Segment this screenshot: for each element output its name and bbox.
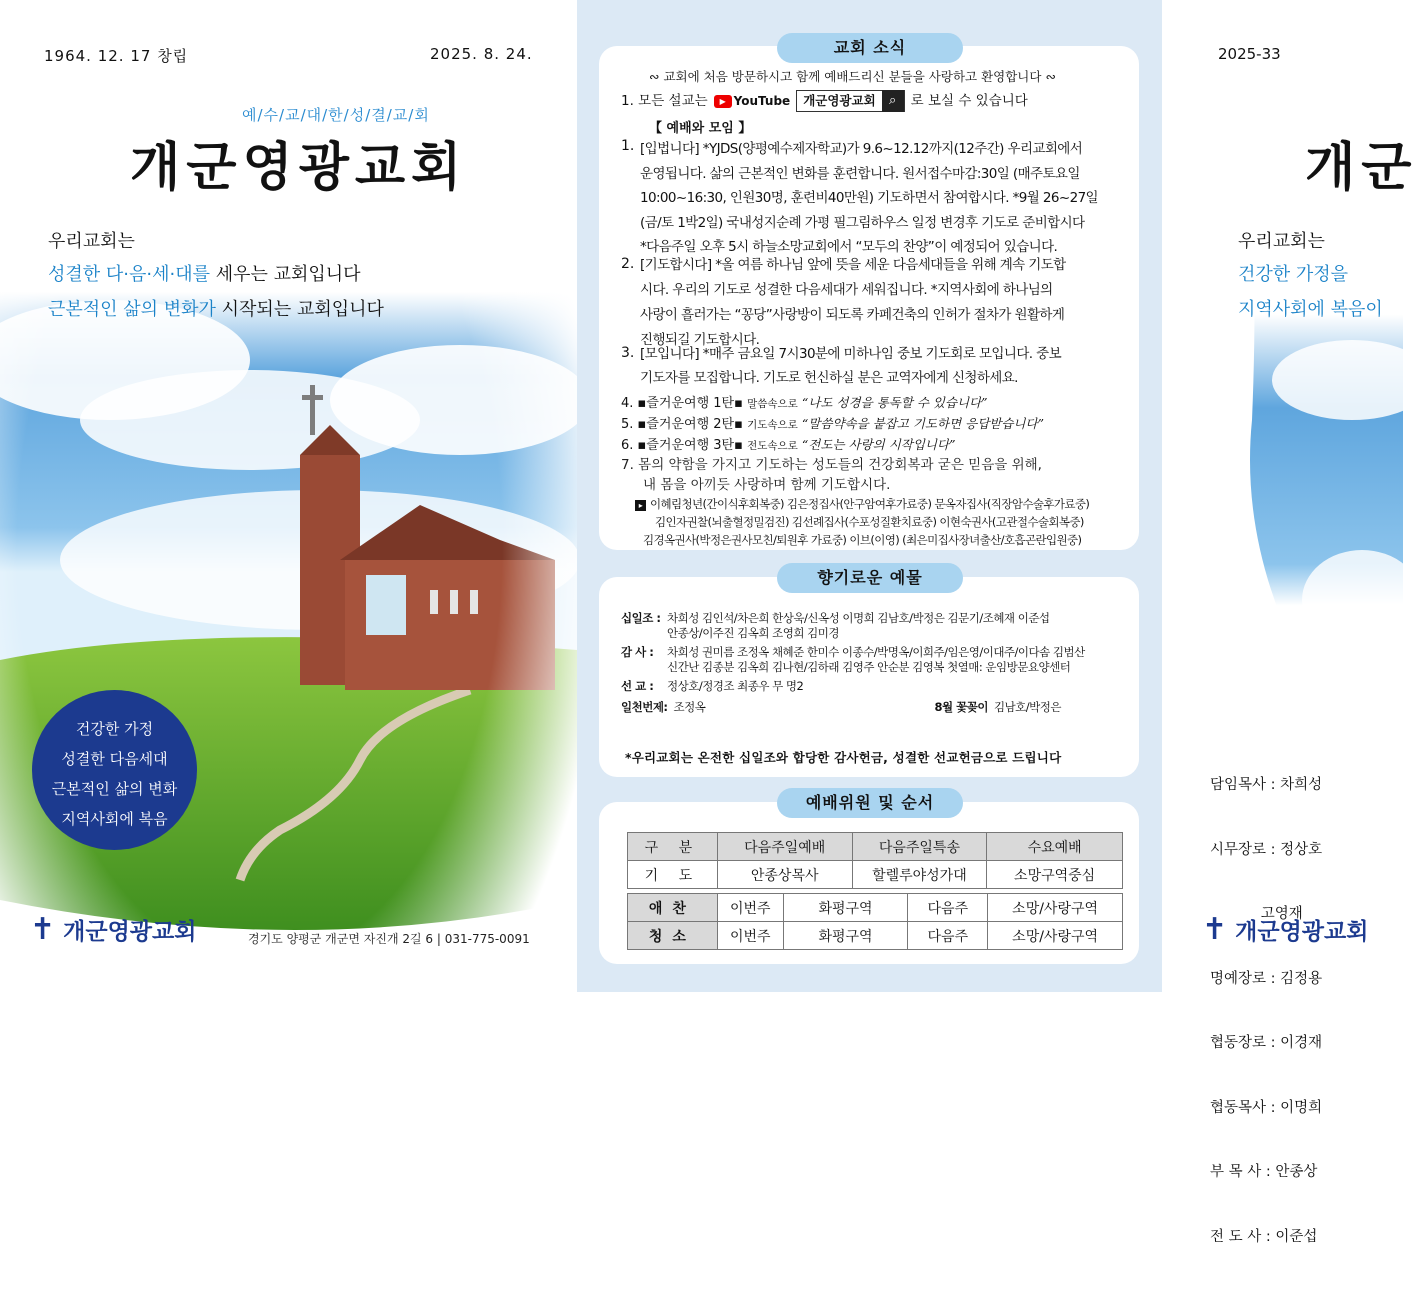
news-line: (금/토 1박2일) 국내성지순례 가평 필그림하우스 일정 변경후 기도로 준비합시다 [640, 214, 1085, 231]
table-cell: 다음주 [908, 922, 988, 950]
offering-names: 신간난 김종분 김옥희 김나현/김하래 김영주 안순분 김영복 첫열매: 운임방문요양센터 [667, 660, 1071, 674]
news-line: *다음주일 오후 5시 하늘소망교회에서 “모두의 찬양”이 예정되어 있습니다. [640, 239, 1058, 255]
table-cell: 청소 [628, 922, 718, 950]
vision-item: 지역사회에 복음 [61, 810, 168, 828]
item-number: 2. [621, 256, 635, 272]
welcome-text: 교회에 처음 방문하시고 함께 예배드리신 분들을 사랑하고 환영합니다 [663, 69, 1042, 84]
trip-script: “말씀약속을 붙잡고 기도하면 응답받습니다” [801, 416, 1044, 431]
intro-line-3-highlight: 근본적인 삶의 변화가 [48, 299, 216, 320]
church-title: 개군영광교회 [130, 138, 468, 198]
bulletin-date: 2025. 8. 24. [430, 45, 533, 63]
sermon-line [621, 90, 1028, 112]
issue-number: 2025-33 [1218, 45, 1281, 63]
vision-item: 근본적인 삶의 변화 [51, 780, 178, 798]
table-cell: 기 도 [628, 861, 718, 889]
bullet-icon: ▸ [635, 500, 646, 511]
offering-list [621, 611, 1085, 715]
table-cell: 구 분 [628, 833, 718, 861]
staff-line: 전 도 사 : 이준섭 [1210, 1228, 1318, 1245]
prayer-list [635, 495, 1089, 549]
prayer-line: 김경옥권사(박정은권사모친/퇴원후 가료중) 이브(이영) (최은미집사장녀출산/호흡곤란입원중) [643, 533, 1082, 547]
offering-names: 차희성 권미름 조정옥 채혜준 한미수 이종수/박명옥/이희주/임은영/이대주/이다솜 김범산 [667, 645, 1085, 659]
founded-date: 1964. 12. 17 창립 [44, 47, 189, 65]
search-icon[interactable]: ⌕ [882, 90, 904, 112]
intro-line-2-rest: 세우는 교회입니다 [210, 264, 361, 285]
item-number: 1. [621, 138, 635, 154]
vision-item: 건강한 가정 [75, 720, 154, 738]
sermon-suffix: 로 보실 수 있습니다 [910, 93, 1028, 109]
offering-names: 정상호/정경조 최종우 무 명2 [667, 679, 804, 693]
ornament-right-icon: ∾ [1045, 69, 1056, 84]
table-cell: 소망/사랑구역 [988, 894, 1123, 922]
trip-row: 5. ▪즐거운여행 2탄▪ 기도속으로 “말씀약속을 붙잡고 기도하면 응답받습니다” [621, 416, 1044, 432]
item-training-block [640, 137, 1098, 260]
offering-row [621, 645, 1085, 675]
trip-script: “나도 성경을 통독할 수 있습니다” [801, 395, 988, 410]
item-prayer-block [640, 253, 1066, 353]
news-line: 10:00~16:30, 인원30명, 훈련비40만원) 기도하면서 참여합시다. *9월 26~27일 [640, 190, 1098, 206]
back-cover-panel [1162, 0, 1417, 1245]
trip-sub: 전도속으로 [747, 440, 798, 452]
welcome-line [649, 66, 1056, 88]
youtube-search-box[interactable] [796, 90, 904, 112]
trip-label: ▪즐거운여행 2탄▪ [637, 417, 743, 432]
item-gathering-block [640, 342, 1061, 390]
item-number: 3. [621, 345, 635, 361]
worship-table [627, 832, 1123, 889]
offering-row [621, 679, 1085, 694]
trip-sub: 기도속으로 [747, 419, 798, 431]
news-line: 운영됩니다. 삶의 근본적인 변화를 훈련합니다. 원서접수마감:30일 (매주토요일 [640, 165, 1080, 182]
intro-line-1: 우리교회는 [48, 231, 135, 252]
search-box-text: 개군영광교회 [803, 93, 876, 108]
staff-line: 부 목 사 : 안종상 [1210, 1164, 1318, 1180]
table-cell: 애찬 [628, 894, 718, 922]
offering-names: 안종상/이주진 김옥희 조영희 김미경 [667, 626, 839, 640]
trip-row: 6. ▪즐거운여행 3탄▪ 전도속으로 “전도는 사랑의 시작입니다” [621, 437, 956, 453]
youtube-logo [714, 90, 791, 112]
trip-sub: 말씀속으로 [747, 398, 798, 410]
offering-label: 감 사 : [621, 645, 654, 659]
church-logo [30, 912, 196, 947]
offering-note: *우리교회는 온전한 십일조와 합당한 감사헌금, 성결한 선교헌금으로 드립니다 [625, 750, 1062, 765]
vision-oval [32, 690, 197, 850]
news-line: 내 몸을 아끼듯 사랑하며 함께 기도합시다. [643, 477, 891, 493]
trip-label: ▪즐거운여행 3탄▪ [637, 438, 743, 453]
section-label: 【 예배와 모임 】 [649, 121, 752, 136]
intro-line-2 [48, 260, 361, 286]
staff-line: 고영재 [1210, 906, 1303, 922]
ornament-left-icon: ∾ [649, 69, 660, 84]
back-logo [1202, 912, 1368, 947]
news-line: 기도자를 모집합니다. 기도로 헌신하실 분은 교역자에게 신청하세요. [640, 370, 1018, 386]
table-cell: 이번주 [717, 894, 783, 922]
staff-line: 협동장로 : 이경재 [1210, 1035, 1323, 1051]
table-cell: 소망구역중심 [987, 861, 1123, 889]
news-pill: 교회 소식 [777, 33, 963, 63]
table-cell: 다음주일예배 [717, 833, 852, 861]
worship-pill: 예배위원 및 순서 [777, 788, 963, 818]
prayer-line: ▸ 이혜림청년(간이식후회복중) 김은정집사(안구암여후가료중) 문옥자집사(직장암수술후가료중) [635, 495, 1089, 513]
prayer-line: 김인자권찰(뇌출혈정밀검진) 김선례집사(수포성질환치료중) 이현숙권사(고관절수술회복중) [655, 515, 1084, 529]
news-line: [입법니다] *YJDS(양평예수제자학교)가 9.6~12.12까지(12주간) 우리교회에서 [640, 141, 1083, 157]
flower-value: 김남호/박정은 [993, 700, 1061, 714]
vision-item: 성결한 다음세대 [61, 750, 168, 768]
ilcheon-value: 조정옥 [673, 700, 706, 714]
back-intro-1: 우리교회는 [1238, 231, 1325, 252]
offering-label: 십일조 : [621, 611, 661, 625]
table-cell: 수요예배 [987, 833, 1123, 861]
table-cell: 다음주일특송 [852, 833, 987, 861]
back-logo-text: 개군영광교회 [1235, 919, 1369, 945]
back-intro-3: 지역사회에 복음이 [1238, 299, 1383, 320]
intro-line-2-highlight: 성결한 다·음·세·대를 [48, 264, 210, 285]
table-row [628, 922, 1123, 950]
table-cell: 이번주 [717, 922, 783, 950]
table-row [628, 861, 1123, 889]
table-cell: 안종상목사 [717, 861, 852, 889]
back-intro-2: 건강한 가정을 [1238, 264, 1349, 285]
table-row [628, 833, 1123, 861]
trip-label: ▪즐거운여행 1탄▪ [637, 396, 743, 411]
table-row [628, 894, 1123, 922]
intro-line-3 [48, 295, 384, 321]
staff-line: 명예장로 : 김정용 [1210, 970, 1323, 987]
news-line: [기도합시다] *올 여름 하나님 앞에 뜻을 세운 다음세대들을 위해 계속 기도합 [640, 257, 1066, 273]
youtube-label: YouTube [733, 94, 791, 108]
intro-line-3-rest: 시작되는 교회입니다 [215, 299, 384, 320]
news-line: 진행되길 기도합시다. [640, 332, 760, 348]
offering-row [621, 611, 1085, 641]
cover-panel [0, 0, 577, 992]
table-cell: 할렐루야성가대 [852, 861, 987, 889]
item-health-block [621, 455, 1042, 495]
flower-label: 8월 꽃꽂이 [934, 700, 988, 714]
offering-label: 선 교 : [621, 679, 654, 693]
offering-pill: 향기로운 예물 [777, 563, 963, 593]
staff-line: 협동목사 : 이명희 [1210, 1099, 1323, 1116]
table-cell: 다음주 [908, 894, 988, 922]
news-line: 7. 몸의 약함을 가지고 기도하는 성도들의 건강회복과 굳은 믿음을 위해, [621, 457, 1042, 473]
news-panel [577, 0, 1162, 992]
offering-row [621, 700, 1061, 715]
trip-list [621, 393, 1044, 456]
table-cell: 소망/사랑구역 [988, 922, 1123, 950]
table-cell: 화평구역 [783, 894, 908, 922]
news-line: 시다. 우리의 기도로 성결한 다음세대가 세워집니다. *지역사회에 하나님의 [640, 282, 1053, 298]
ilcheon-label: 일천번제: [621, 700, 668, 714]
news-line: [모입니다] *매주 금요일 7시30분에 미하나임 중보 기도회로 모입니다. 중보 [640, 346, 1062, 362]
church-logo-text: 개군영광교회 [63, 919, 197, 945]
back-title: 개군 [1305, 138, 1417, 198]
table-cell: 화평구역 [783, 922, 908, 950]
trip-row: 4. ▪즐거운여행 1탄▪ 말씀속으로 “나도 성경을 통독할 수 있습니다” [621, 395, 988, 411]
staff-line: 시무장로 : 정상호 [1210, 841, 1323, 858]
sermon-prefix: 1. 모든 설교는 [621, 93, 708, 109]
denomination-subtitle: 예/수/교/대/한/성/결/교/회 [242, 106, 430, 124]
duty-table [627, 893, 1123, 950]
news-line: 사랑이 흘러가는 “꽁당”사랑방이 되도록 카페건축의 인허가 절차가 원활하게 [640, 307, 1065, 323]
church-logo-icon: ✝ [1202, 912, 1228, 947]
offering-names: 차희성 김인석/차은희 한상욱/신옥성 이명희 김남호/박정은 김문기/조혜재 이준섭 [667, 611, 1050, 625]
church-logo-icon: ✝ [30, 912, 56, 947]
staff-line: 담임목사 : 차희성 [1210, 777, 1323, 793]
play-icon: ▶ [714, 95, 732, 108]
staff-list [1210, 732, 1322, 1291]
trip-script: “전도는 사랑의 시작입니다” [801, 437, 956, 452]
church-address: 경기도 양평군 개군면 자진개 2길 6 | 031-775-0091 [248, 932, 530, 946]
